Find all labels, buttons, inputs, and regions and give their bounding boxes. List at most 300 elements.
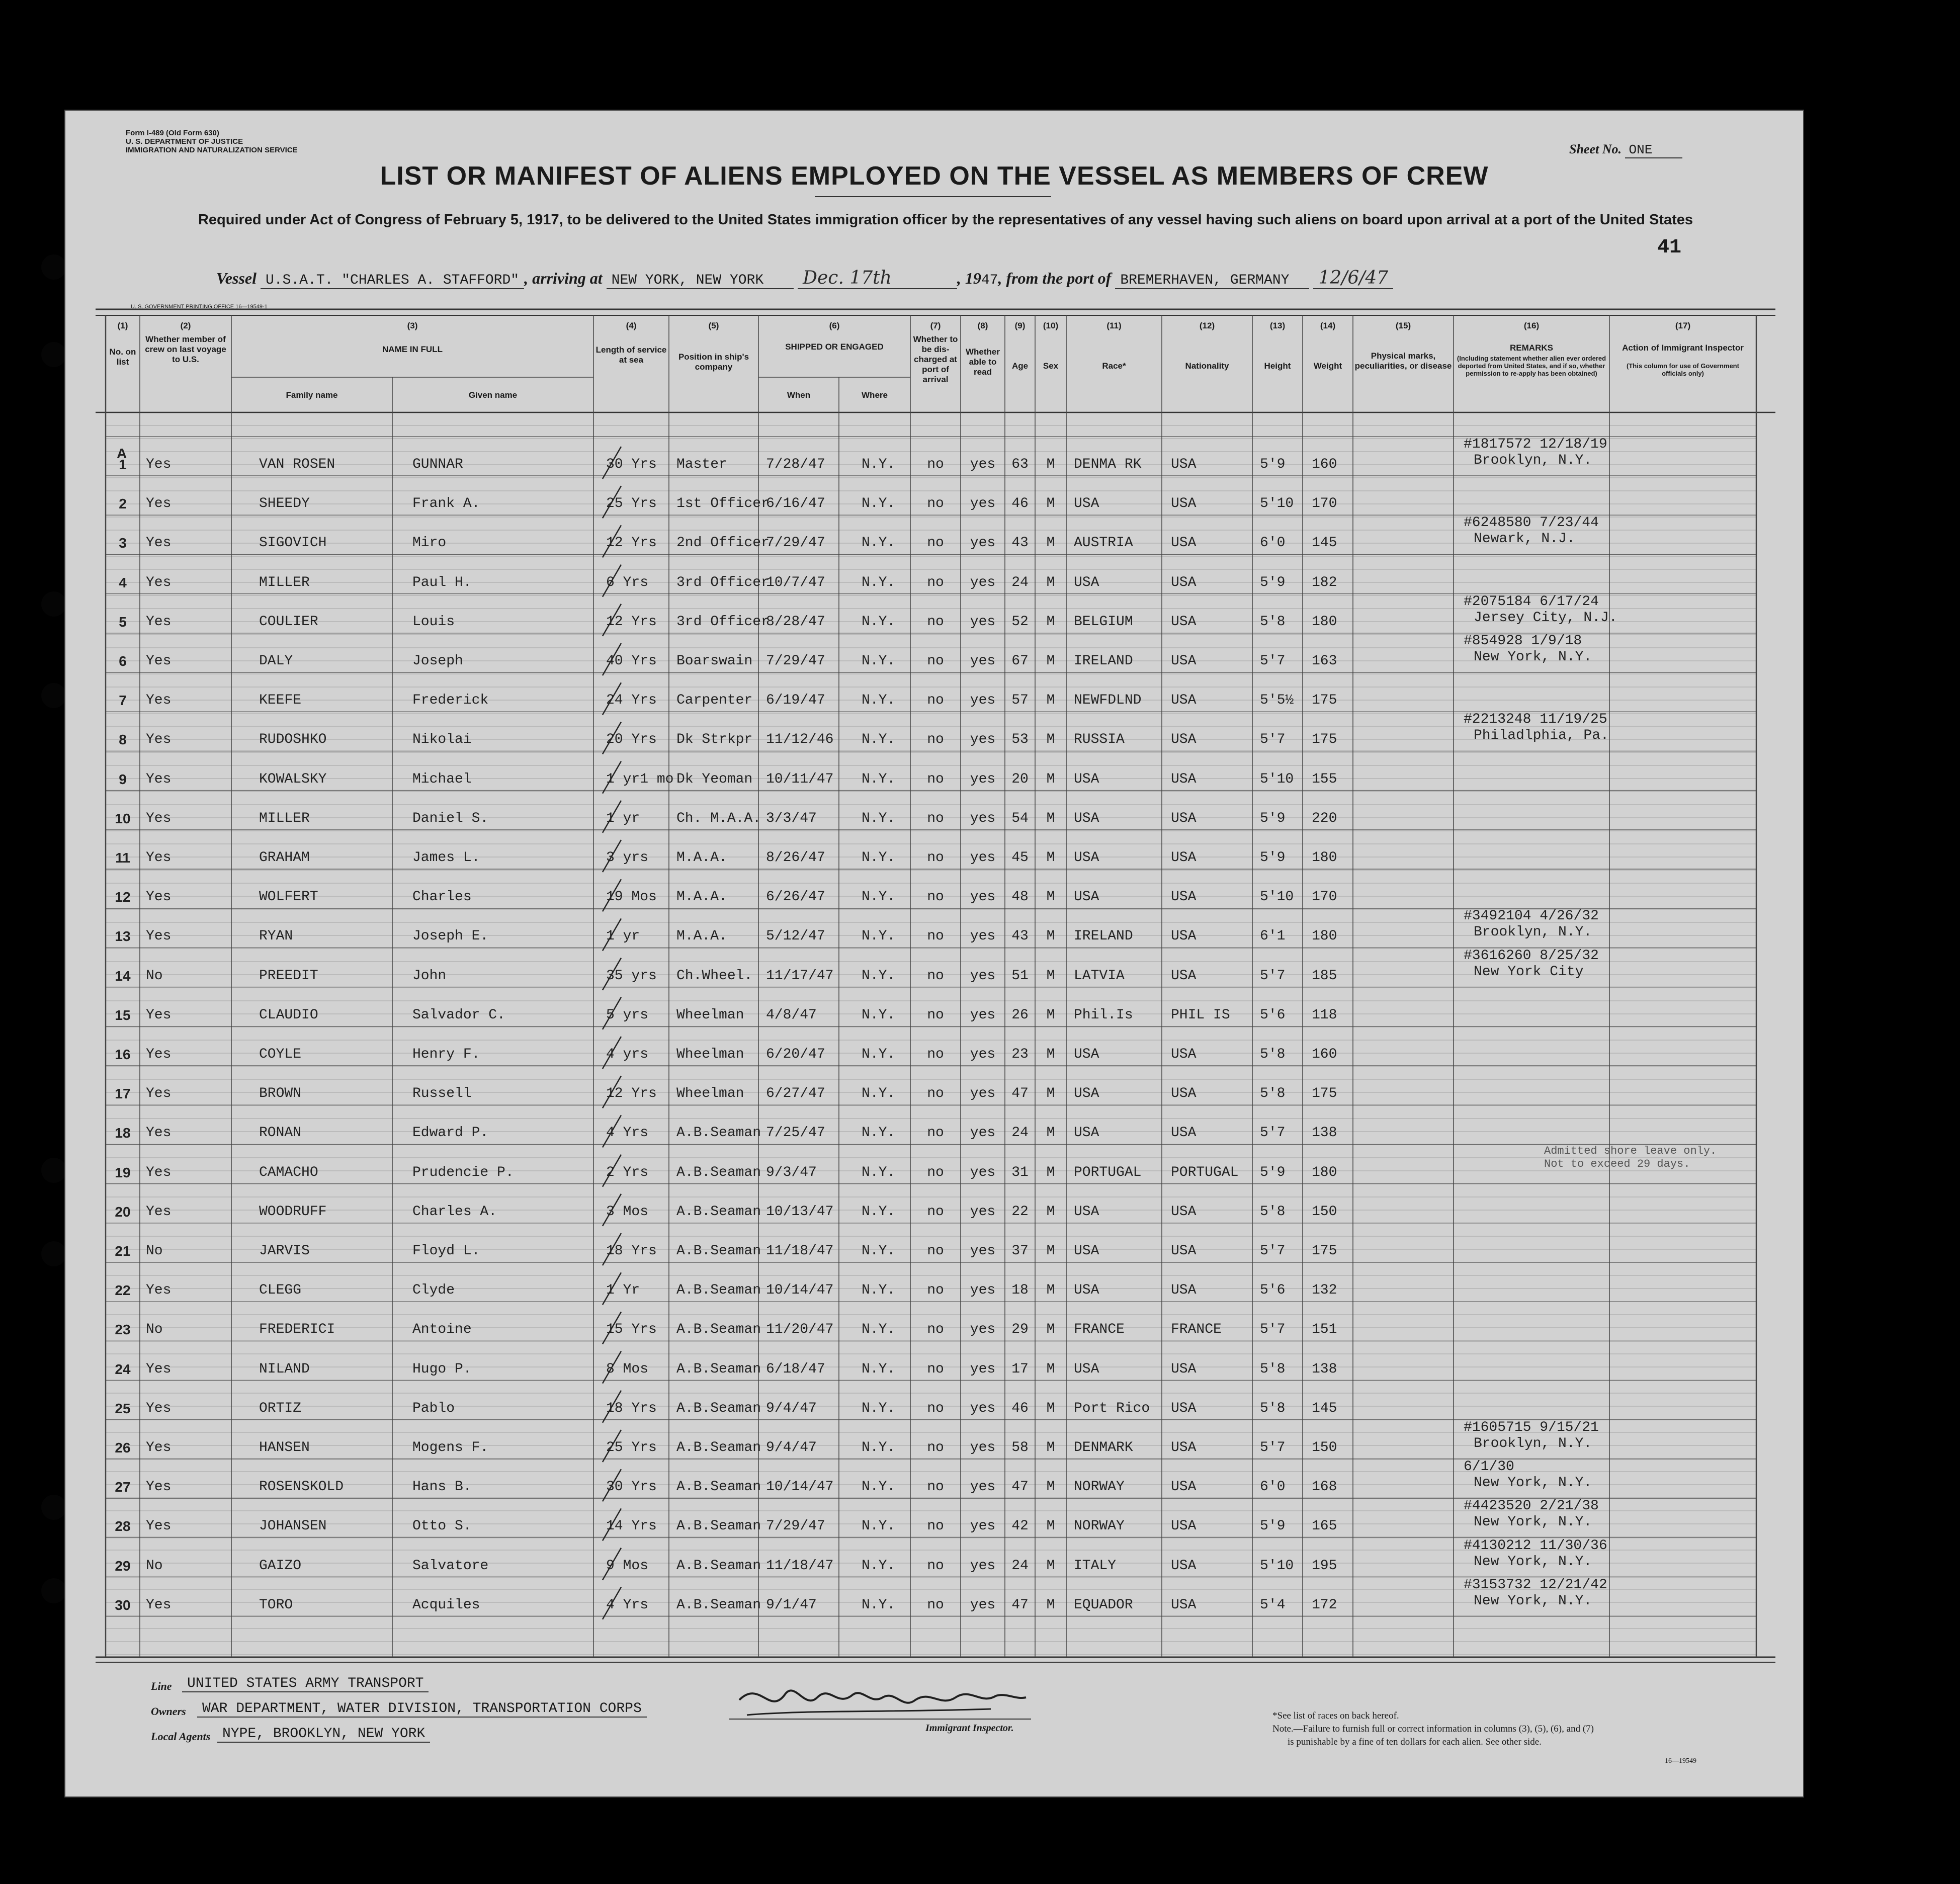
column-number: (6) <box>829 321 840 330</box>
sex: M <box>1046 1282 1055 1299</box>
age: 53 <box>1011 732 1029 748</box>
column-number: (15) <box>1395 321 1411 330</box>
age: 43 <box>1011 928 1029 945</box>
shipped-when: 11/18/47 <box>766 1243 834 1259</box>
nationality: USA <box>1171 1282 1197 1299</box>
row-number: 30 <box>115 1597 131 1613</box>
position: A.B.Seaman <box>676 1125 761 1141</box>
shipped-where: N.Y. <box>862 1597 896 1613</box>
column-number: (4) <box>626 321 637 330</box>
race: RUSSIA <box>1074 732 1125 748</box>
nationality: USA <box>1171 1597 1197 1613</box>
race: USA <box>1074 1086 1099 1102</box>
remark-entry <box>1464 515 1599 547</box>
position: Master <box>676 457 727 472</box>
weight: 175 <box>1312 1243 1337 1259</box>
position: A.B.Seaman <box>676 1282 761 1299</box>
race: NORWAY <box>1074 1518 1125 1534</box>
shipped-where: N.Y. <box>862 614 896 630</box>
row-number: 16 <box>115 1047 131 1062</box>
line-label: Line <box>151 1680 172 1692</box>
nationality: USA <box>1171 850 1197 866</box>
service-length: 2 Yrs <box>606 1164 649 1180</box>
row-number: 28 <box>115 1518 131 1534</box>
sex: M <box>1046 928 1055 945</box>
able-to-read: yes <box>970 1597 996 1613</box>
shipped-where: N.Y. <box>862 1047 896 1062</box>
shipped-where: N.Y. <box>862 1125 896 1141</box>
row-number: 9 <box>119 771 127 787</box>
remark-line: Brooklyn, N.Y. <box>1474 924 1592 940</box>
sex: M <box>1046 1164 1055 1180</box>
height: 5'8 <box>1260 1400 1286 1416</box>
shipped-when: 11/20/47 <box>766 1322 834 1338</box>
remark-entry <box>1464 437 1607 469</box>
shipped-when: 6/19/47 <box>766 693 825 709</box>
discharged: no <box>927 1597 944 1613</box>
sex: M <box>1046 968 1055 984</box>
column-header-nationality: Nationality <box>1185 361 1229 371</box>
sex: M <box>1046 1322 1055 1338</box>
admitted-note-line: Admitted shore leave only. <box>1544 1144 1717 1157</box>
race: USA <box>1074 771 1099 787</box>
shipped-where: N.Y. <box>862 1479 896 1495</box>
race: USA <box>1074 496 1099 512</box>
position: A.B.Seaman <box>676 1204 761 1220</box>
discharged: no <box>927 1125 944 1141</box>
nationality: FRANCE <box>1171 1322 1222 1338</box>
service-length: 25 Yrs <box>606 496 657 512</box>
race: DENMA RK <box>1074 457 1142 472</box>
given-name: John <box>412 968 447 984</box>
printing-office-line: U. S. GOVERNMENT PRINTING OFFICE 16—19549-1 <box>131 304 268 310</box>
nationality: USA <box>1171 1400 1197 1416</box>
age: 24 <box>1011 1125 1029 1141</box>
column-header-read: Whether able to read <box>966 347 1000 377</box>
discharged: no <box>927 693 944 709</box>
vessel-name: U.S.A.T. "CHARLES A. STAFFORD" <box>261 273 524 289</box>
shipped-where: N.Y. <box>862 1007 896 1023</box>
given-name: Paul H. <box>412 574 472 590</box>
able-to-read: yes <box>970 693 996 709</box>
height: 5'8 <box>1260 1361 1286 1377</box>
remark-entry <box>1464 633 1592 665</box>
family-name: JOHANSEN <box>259 1518 327 1534</box>
race: USA <box>1074 1047 1099 1062</box>
height: 5'10 <box>1260 496 1294 512</box>
family-name: SHEEDY <box>259 496 310 512</box>
column-number: (3) <box>407 321 418 330</box>
sex: M <box>1046 1125 1055 1141</box>
member-flag: Yes <box>146 889 172 905</box>
sheet-value: ONE <box>1625 142 1683 158</box>
position: M.A.A. <box>676 850 727 866</box>
weight: 165 <box>1312 1518 1337 1534</box>
nationality: USA <box>1171 1361 1197 1377</box>
remark-line: #4130212 11/30/36 <box>1464 1537 1607 1554</box>
able-to-read: yes <box>970 1047 996 1062</box>
sex: M <box>1046 574 1055 590</box>
nationality: USA <box>1171 1518 1197 1534</box>
family-name: COULIER <box>259 614 318 630</box>
family-name: ORTIZ <box>259 1400 302 1416</box>
shipped-where: N.Y. <box>862 457 896 472</box>
race: FRANCE <box>1074 1322 1125 1338</box>
discharged: no <box>927 889 944 905</box>
able-to-read: yes <box>970 1007 996 1023</box>
column-number: (9) <box>1014 321 1026 330</box>
race: USA <box>1074 889 1099 905</box>
shipped-when: 9/4/47 <box>766 1400 817 1416</box>
family-name: CAMACHO <box>259 1164 318 1180</box>
service-length: 25 Yrs <box>606 1440 657 1455</box>
remark-entry <box>1464 1459 1592 1491</box>
remark-line: Brooklyn, N.Y. <box>1474 453 1592 468</box>
age: 46 <box>1011 1400 1029 1416</box>
able-to-read: yes <box>970 1086 996 1102</box>
department-name: U. S. DEPARTMENT OF JUSTICE <box>126 137 243 146</box>
discharged: no <box>927 850 944 866</box>
family-name: WOLFERT <box>259 889 318 905</box>
weight: 160 <box>1312 457 1337 472</box>
remark-line: #2213248 11/19/25 <box>1464 712 1607 728</box>
given-name: Hans B. <box>412 1479 472 1495</box>
given-name: Russell <box>412 1086 472 1102</box>
height: 5'8 <box>1260 614 1286 630</box>
age: 57 <box>1011 693 1029 709</box>
position: Boarswain <box>676 653 753 669</box>
nationality: PORTUGAL <box>1171 1164 1239 1180</box>
member-flag: Yes <box>146 850 172 866</box>
race: IRELAND <box>1074 928 1133 945</box>
weight: 145 <box>1312 535 1337 551</box>
discharged: no <box>927 1243 944 1259</box>
column-header-name: NAME IN FULL <box>382 345 443 354</box>
age: 48 <box>1011 889 1029 905</box>
given-name: Salvador C. <box>412 1007 505 1023</box>
list-prefix: A <box>117 446 127 461</box>
nationality: USA <box>1171 968 1197 984</box>
sex: M <box>1046 496 1055 512</box>
service-length: 4 Yrs <box>606 1597 649 1613</box>
sex: M <box>1046 535 1055 551</box>
shipped-when: 4/8/47 <box>766 1007 817 1023</box>
shipped-where: N.Y. <box>862 810 896 826</box>
shipped-when: 9/3/47 <box>766 1164 817 1180</box>
page-subtitle: Required under Act of Congress of February 5, 1917, to be delivered to the United States immigration officer by the representatives of any vessel having such aliens on board upon arrival at a port of the United States <box>198 212 1693 228</box>
family-name: KOWALSKY <box>259 771 327 787</box>
row-number: 29 <box>115 1558 131 1574</box>
age: 47 <box>1011 1597 1029 1613</box>
position: Wheelman <box>676 1047 744 1062</box>
family-name: SIGOVICH <box>259 535 327 551</box>
given-name: Miro <box>412 535 447 551</box>
shipped-where: N.Y. <box>862 771 896 787</box>
member-flag: Yes <box>146 1047 172 1062</box>
position: Wheelman <box>676 1086 744 1102</box>
shipped-where: N.Y. <box>862 889 896 905</box>
row-number: 6 <box>119 653 127 669</box>
discharged: no <box>927 1086 944 1102</box>
column-header-action-note: (This column for use of Government officials only) <box>1627 362 1739 377</box>
service-length: 12 Yrs <box>606 1086 657 1102</box>
sex: M <box>1046 1204 1055 1220</box>
row-number: 7 <box>119 693 127 709</box>
height: 5'6 <box>1260 1282 1286 1299</box>
height: 5'9 <box>1260 1164 1286 1180</box>
remark-line: 6/1/30 <box>1464 1459 1514 1475</box>
age: 67 <box>1011 653 1029 669</box>
weight: 180 <box>1312 928 1337 945</box>
shipped-where: N.Y. <box>862 574 896 590</box>
nationality: USA <box>1171 1243 1197 1259</box>
given-name: Floyd L. <box>412 1243 480 1259</box>
age: 58 <box>1011 1440 1029 1455</box>
binder-hole <box>41 1241 66 1266</box>
column-header-given-name: Given name <box>468 390 518 400</box>
shipped-when: 7/25/47 <box>766 1125 825 1141</box>
given-name: Clyde <box>412 1282 455 1299</box>
service-length: 18 Yrs <box>606 1400 657 1416</box>
position: A.B.Seaman <box>676 1479 761 1495</box>
row-number: 8 <box>119 732 127 748</box>
height: 6'1 <box>1260 928 1286 945</box>
row-number: 22 <box>115 1282 131 1299</box>
age: 26 <box>1011 1007 1029 1023</box>
age: 43 <box>1011 535 1029 551</box>
able-to-read: yes <box>970 1440 996 1455</box>
height: 5'10 <box>1260 1558 1294 1574</box>
weight: 180 <box>1312 850 1337 866</box>
member-flag: Yes <box>146 1400 172 1416</box>
row-number: 11 <box>115 850 130 866</box>
sex: M <box>1046 771 1055 787</box>
family-name: RYAN <box>259 928 293 945</box>
age: 22 <box>1011 1204 1029 1220</box>
binder-hole <box>41 591 66 617</box>
able-to-read: yes <box>970 968 996 984</box>
discharged: no <box>927 1400 944 1416</box>
column-header-position: Position in ship's company <box>678 352 749 372</box>
shipped-when: 7/28/47 <box>766 457 825 472</box>
age: 31 <box>1011 1164 1029 1180</box>
remark-entry <box>1464 712 1609 744</box>
member-flag: Yes <box>146 1518 172 1534</box>
row-number: 5 <box>119 614 127 630</box>
able-to-read: yes <box>970 1125 996 1141</box>
column-header-race: Race* <box>1102 361 1126 371</box>
column-header-remarks-note: (Including statement whether alien ever ordered deported from United States, and if so, whether permission to re-apply has been obtained) <box>1457 355 1606 377</box>
admitted-note <box>1544 1145 1717 1171</box>
vessel-label: Vessel <box>216 269 257 287</box>
member-flag: Yes <box>146 1282 172 1299</box>
remark-line: #854928 1/9/18 <box>1464 633 1582 649</box>
discharged: no <box>927 1164 944 1180</box>
discharged: no <box>927 1558 944 1574</box>
nationality: USA <box>1171 457 1197 472</box>
discharged: no <box>927 1518 944 1534</box>
given-name: Salvatore <box>412 1558 489 1574</box>
member-flag: Yes <box>146 1597 172 1613</box>
column-header-member: Whether member of crew on last voyage to U.S. <box>145 334 226 364</box>
member-flag: Yes <box>146 653 172 669</box>
service-length: 15 Yrs <box>606 1322 657 1338</box>
admitted-note-line: Not to exceed 29 days. <box>1544 1157 1690 1170</box>
family-name: RUDOSHKO <box>259 732 327 748</box>
shipped-where: N.Y. <box>862 1086 896 1102</box>
able-to-read: yes <box>970 1282 996 1299</box>
form-number: Form I-489 (Old Form 630) <box>126 129 219 137</box>
binder-hole <box>41 342 66 367</box>
able-to-read: yes <box>970 457 996 472</box>
weight: 138 <box>1312 1361 1337 1377</box>
race: Phil.Is <box>1074 1007 1133 1023</box>
weight: 118 <box>1312 1007 1337 1023</box>
sex: M <box>1046 1243 1055 1259</box>
member-flag: Yes <box>146 732 172 748</box>
column-number: (11) <box>1106 321 1122 330</box>
column-header-height: Height <box>1264 361 1291 371</box>
sex: M <box>1046 693 1055 709</box>
given-name: Joseph <box>412 653 463 669</box>
binder-hole <box>41 1495 66 1520</box>
position: A.B.Seaman <box>676 1400 761 1416</box>
given-name: Acquiles <box>412 1597 480 1613</box>
member-flag: Yes <box>146 1007 172 1023</box>
sex: M <box>1046 850 1055 866</box>
discharged: no <box>927 614 944 630</box>
able-to-read: yes <box>970 1518 996 1534</box>
shipped-where: N.Y. <box>862 693 896 709</box>
weight: 220 <box>1312 810 1337 826</box>
races-note: *See list of races on back hereof. <box>1272 1710 1399 1721</box>
age: 42 <box>1011 1518 1029 1534</box>
position: A.B.Seaman <box>676 1440 761 1455</box>
weight: 170 <box>1312 496 1337 512</box>
race: NORWAY <box>1074 1479 1125 1495</box>
race: DENMARK <box>1074 1440 1133 1455</box>
shipped-where: N.Y. <box>862 1164 896 1180</box>
age: 37 <box>1011 1243 1029 1259</box>
weight: 175 <box>1312 1086 1337 1102</box>
year-label: , 19 <box>957 269 981 287</box>
remark-line: Philadlphia, Pa. <box>1474 728 1609 744</box>
family-name: ROSENSKOLD <box>259 1479 344 1495</box>
race: AUSTRIA <box>1074 535 1133 551</box>
nationality: USA <box>1171 1125 1197 1141</box>
shipped-when: 6/20/47 <box>766 1047 825 1062</box>
row-number: 26 <box>115 1440 131 1455</box>
age: 47 <box>1011 1086 1029 1102</box>
family-name: WOODRUFF <box>259 1204 327 1220</box>
height: 5'7 <box>1260 1322 1286 1338</box>
column-header-sex: Sex <box>1043 361 1059 371</box>
weight: 168 <box>1312 1479 1337 1495</box>
position: A.B.Seaman <box>676 1322 761 1338</box>
position: Dk Yeoman <box>676 771 753 787</box>
service-length: 1 Yr <box>606 1282 640 1299</box>
service-length: 12 Yrs <box>606 614 657 630</box>
member-flag: Yes <box>146 1164 172 1180</box>
family-name: KEEFE <box>259 693 302 709</box>
age: 46 <box>1011 496 1029 512</box>
height: 5'7 <box>1260 1440 1286 1455</box>
row-number: 18 <box>115 1125 131 1141</box>
able-to-read: yes <box>970 614 996 630</box>
weight: 195 <box>1312 1558 1337 1574</box>
remark-line: #1817572 12/18/19 <box>1464 437 1607 452</box>
column-number: (17) <box>1675 321 1691 330</box>
age: 47 <box>1011 1479 1029 1495</box>
departure-date: 12/6/47 <box>1313 268 1393 289</box>
service-length: 3 yrs <box>606 850 649 866</box>
shipped-where: N.Y. <box>862 1282 896 1299</box>
given-name: GUNNAR <box>412 457 463 472</box>
nationality: USA <box>1171 810 1197 826</box>
shipped-where: N.Y. <box>862 535 896 551</box>
discharged: no <box>927 457 944 472</box>
position: M.A.A. <box>676 928 727 945</box>
row-number: 2 <box>119 496 127 512</box>
able-to-read: yes <box>970 928 996 945</box>
position: A.B.Seaman <box>676 1558 761 1574</box>
from-label: , from the port of <box>998 269 1112 287</box>
discharged: no <box>927 574 944 590</box>
position: 3rd Officer <box>676 574 770 590</box>
shipped-when: 10/7/47 <box>766 574 825 590</box>
remark-line: #3153732 12/21/42 <box>1464 1577 1607 1593</box>
sex: M <box>1046 1558 1055 1574</box>
shipped-when: 6/16/47 <box>766 496 825 512</box>
position: Ch.Wheel. <box>676 968 753 984</box>
age: 24 <box>1011 1558 1029 1574</box>
position: 1st Officer <box>676 496 770 512</box>
service-length: 30 Yrs <box>606 1479 657 1495</box>
age: 54 <box>1011 810 1029 826</box>
column-header-service: Length of service at sea <box>595 345 667 365</box>
line-value: UNITED STATES ARMY TRANSPORT <box>182 1676 429 1692</box>
position: A.B.Seaman <box>676 1518 761 1534</box>
age: 45 <box>1011 850 1029 866</box>
sex: M <box>1046 1007 1055 1023</box>
column-header-discharged: Whether to be dis-charged at port of arrival <box>913 334 958 384</box>
form-code: 16—19549 <box>1665 1757 1696 1765</box>
shipped-when: 6/18/47 <box>766 1361 825 1377</box>
departure-port: BREMERHAVEN, GERMANY <box>1115 273 1309 289</box>
row-number: 24 <box>115 1361 131 1377</box>
shipped-when: 11/17/47 <box>766 968 834 984</box>
member-flag: No <box>146 968 163 984</box>
nationality: USA <box>1171 732 1197 748</box>
given-name: Otto S. <box>412 1518 472 1534</box>
race: BELGIUM <box>1074 614 1133 630</box>
shipped-when: 6/26/47 <box>766 889 825 905</box>
remark-line: Brooklyn, N.Y. <box>1474 1436 1592 1451</box>
member-flag: Yes <box>146 1479 172 1495</box>
given-name: Charles <box>412 889 472 905</box>
age: 17 <box>1011 1361 1029 1377</box>
able-to-read: yes <box>970 850 996 866</box>
shipped-where: N.Y. <box>862 1518 896 1534</box>
sex: M <box>1046 1440 1055 1455</box>
age: 63 <box>1011 457 1029 472</box>
nationality: USA <box>1171 889 1197 905</box>
height: 5'7 <box>1260 968 1286 984</box>
row-number: 10 <box>115 810 131 826</box>
family-name: MILLER <box>259 810 310 826</box>
column-number: (1) <box>117 321 128 330</box>
member-flag: Yes <box>146 496 172 512</box>
